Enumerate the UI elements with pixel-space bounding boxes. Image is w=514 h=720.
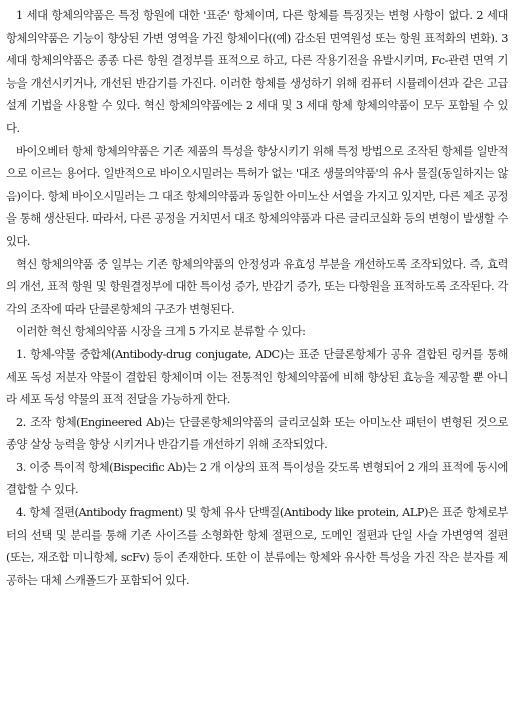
paragraph-innovative-engineering: 혁신 항체의약품 중 일부는 기존 항체의약품의 안정성과 유효성 부분을 개선하도록 조작되었다. 즉, 효력의 개선, 표적 항원 및 항원결정부에 대한 특이성 증가, 반감기 증가, 또는 다항원을 표적하도록 조작된다. 각각의 조작에 따라 단클론항체의 구조가 변형된다. [6,257,508,316]
list-item-antibody-fragment: 4. 항체 절편(Antibody fragment) 및 항체 유사 단백질(Antibody like protein, ALP)은 표준 항체로부터의 선택 및 분리를 통해 기존 사이즈를 소형화한 항체 절편으로, 도메인 절편과 단일 사슬 가변영역 절편(또는, 재조합 미니항체, scFv) 등이 존재한다. 또한 이 분류에는 항체와 유사한 특성을 가진 작은 분자를 제공하는 대체 스캐폴드가 포함되어 있다. [6,506,508,587]
list-item-bispecific-ab: 3. 이중 특이적 항체(Bispecific Ab)는 2 개 이상의 표적 특이성을 갖도록 변형되어 2 개의 표적에 동시에 결합할 수 있다. [6,460,508,497]
list-item-engineered-ab: 2. 조작 항체(Engineered Ab)는 단클론항체의약품의 글리코실화 또는 아미노산 패턴이 변형된 것으로 종양 살상 능력을 향상 시키거나 반감기를 개선하기 위해 조작되었다. [6,415,508,452]
paragraph-biobetter-biosimilar: 바이오베터 항체 항체의약품은 기존 제품의 특성을 향상시키기 위해 특정 방법으로 조작된 항체를 일반적으로 이르는 용어다. 일반적으로 바이오시밀러는 특허가 없는 '대조 생물의약품'의 유사 물질(동일하지는 않음)이다. 항체 바이오시밀러는 그 대조 항체의약품과 동일한 아미노산 서열을 가지고 있지만, 다른 제조 공정을 통해 생산된다. 따라서, 다른 공정을 거치면서 대조 항체의약품과 다른 글리코실화 등의 변형이 발생할 수 있다. [6,144,508,248]
paragraph-antibody-generations: 1 세대 항체의약품은 특정 항원에 대한 '표준' 항체이며, 다른 항체를 특징짓는 변형 사항이 없다. 2 세대 항체의약품은 기능이 향상된 가변 영역을 가진 항체이다((예) 감소된 면역원성 또는 항원 표적화의 변화). 3 세대 항체의약품은 종종 다른 항원 결정부를 표적으로 하고, 다른 작용기전을 유발시키며, Fc-관련 면역 기능을 개선시키거나, 개선된 반감기를 가진다. 이러한 항체를 생성하기 위해 컴퓨터 시뮬레이션과 같은 고급 설계 기법을 사용할 수 있다. 혁신 항체의약품에는 2 세대 및 3 세대 항체 항체의약품이 모두 포함될 수 있다. [6,9,508,135]
paragraph-classification-intro: 이러한 혁신 항체의약품 시장을 크게 5 가지로 분류할 수 있다: [16,325,306,339]
list-item-adc: 1. 항체-약물 중합체(Antibody-drug conjugate, ADC)는 표준 단클론항체가 공유 결합된 링커를 통해 세포 독성 저분자 약물이 결합된 항체이며 이는 전통적인 항체의약품에 비해 향상된 효능을 제공할 뿐 아니라 세포 독성 약물의 표적 전달을 가능하게 한다. [6,347,508,407]
